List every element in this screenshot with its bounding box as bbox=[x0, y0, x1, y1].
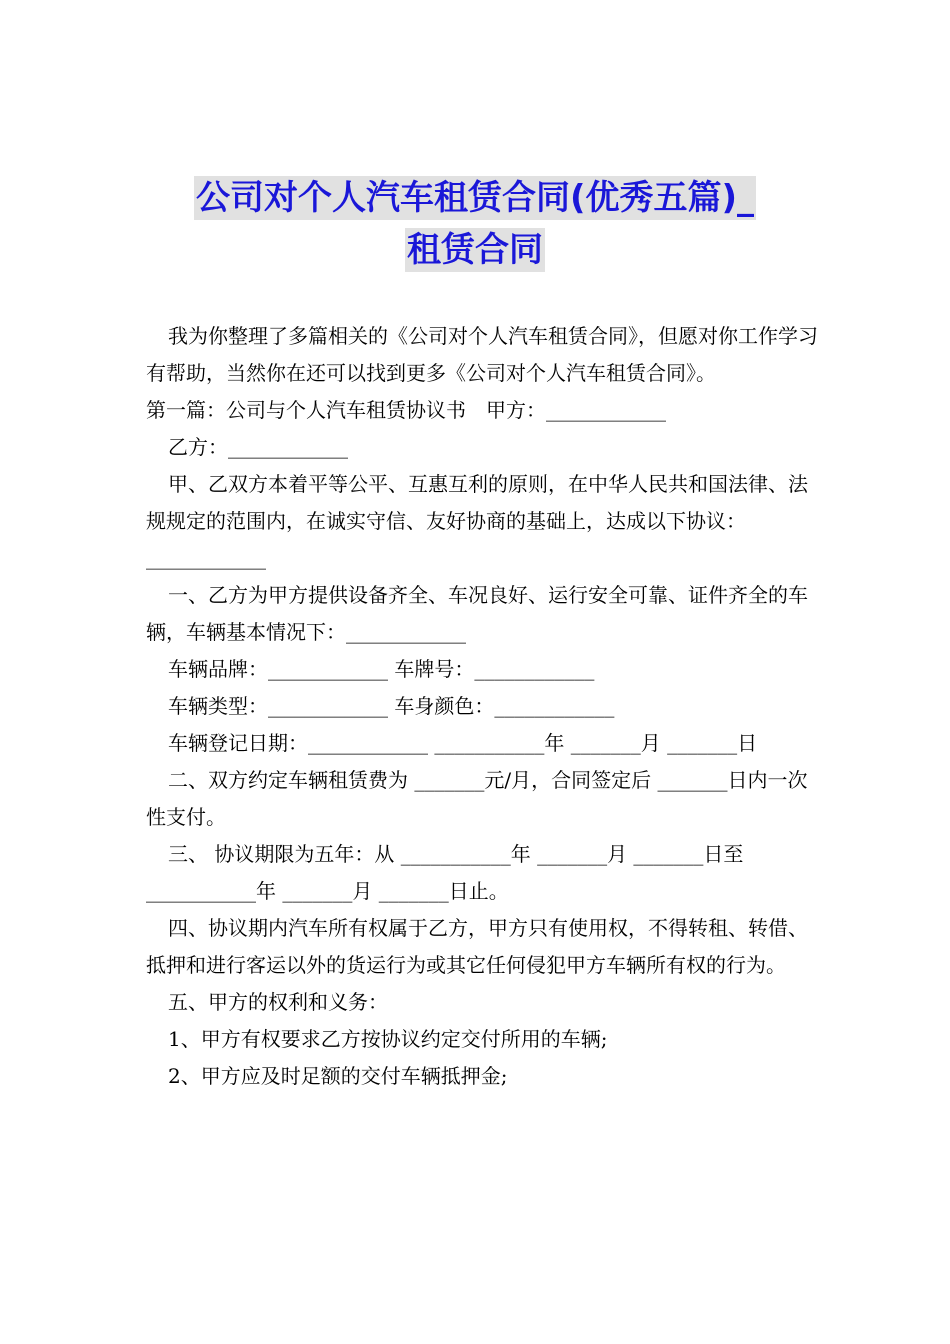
paragraph: 我为你整理了多篇相关的《公司对个人汽车租赁合同》，但愿对你工作学习有帮助，当然你在还可以找到更多《公司对个人汽车租赁合同》。 bbox=[146, 324, 818, 385]
paragraph: 甲、乙双方本着平等公平、互惠互利的原则，在中华人民共和国法律、法规规定的范围内，在诚实守信、友好协商的基础上，达成以下协议：____________ bbox=[146, 472, 808, 570]
paragraph: 五、甲方的权利和义务： bbox=[168, 990, 388, 1014]
paragraph: 2、甲方应及时足额的交付车辆抵押金; bbox=[168, 1064, 508, 1088]
paragraph: 一、乙方为甲方提供设备齐全、车况良好、运行安全可靠、证件齐全的车辆，车辆基本情况下：____________ bbox=[146, 583, 808, 644]
document-title bbox=[0, 172, 950, 276]
paragraph: 1、甲方有权要求乙方按协议约定交付所用的车辆; bbox=[168, 1027, 608, 1051]
title-line-2: 租赁合同 bbox=[407, 230, 543, 270]
paragraph: 四、协议期内汽车所有权属于乙方，甲方只有使用权，不得转租、转借、抵押和进行客运以外的货运行为或其它任何侵犯甲方车辆所有权的行为。 bbox=[146, 916, 808, 977]
paragraph: 乙方：____________ bbox=[168, 435, 348, 459]
paragraph: 三、 协议期限为五年：从 ___________年 _______月 _______日至___________年 _______月 _______日止。 bbox=[146, 842, 744, 903]
paragraph: 车辆类型：____________ 车身颜色：____________ bbox=[168, 694, 615, 718]
paragraph: 车辆品牌：____________ 车牌号：____________ bbox=[168, 657, 595, 681]
paragraph: 第一篇：公司与个人汽车租赁协议书 甲方：____________ bbox=[146, 398, 666, 422]
paragraph: 二、双方约定车辆租赁费为 _______元/月，合同签定后 _______日内一次性支付。 bbox=[146, 768, 808, 829]
title-line-1: 公司对个人汽车租赁合同(优秀五篇)_ bbox=[195, 178, 755, 218]
paragraph: 车辆登记日期：____________ ___________年 _______月 _______日 bbox=[168, 731, 758, 755]
document-body bbox=[146, 318, 826, 1095]
